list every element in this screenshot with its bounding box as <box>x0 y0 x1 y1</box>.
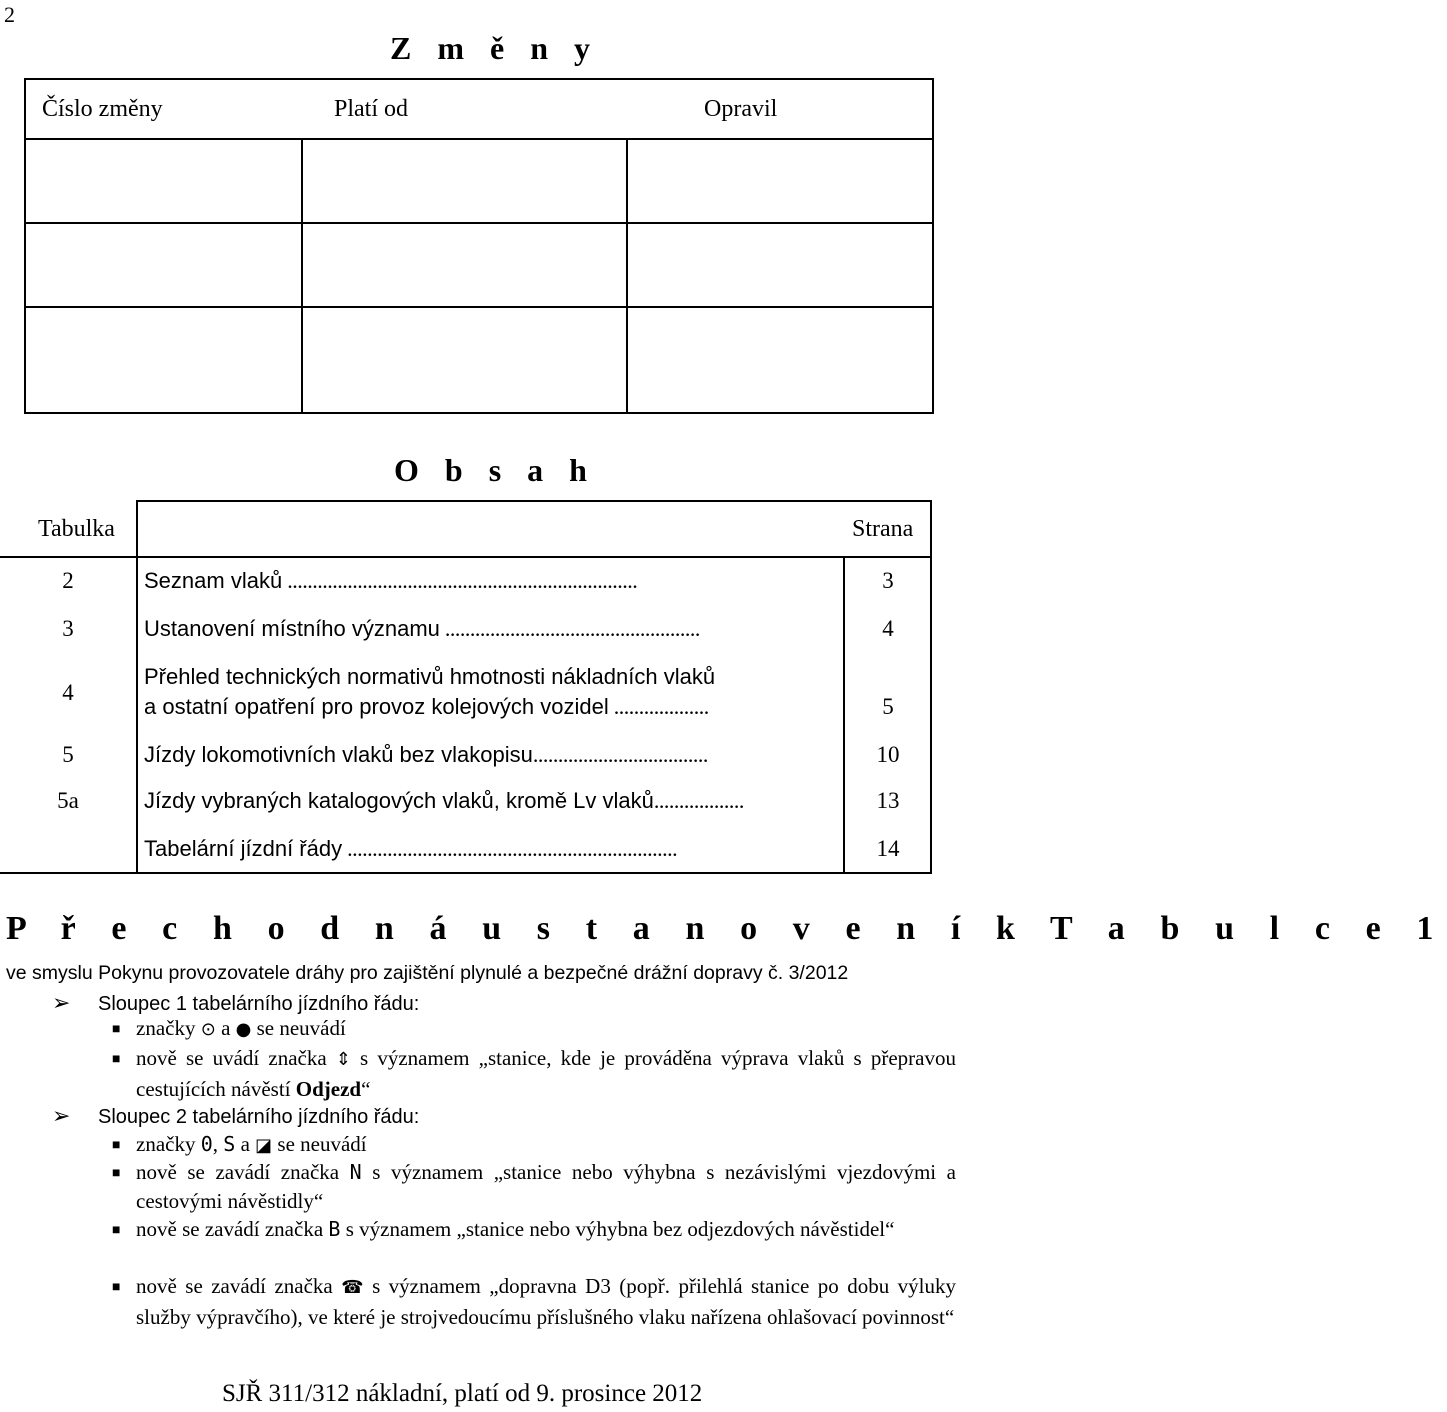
square-bullet-icon: ■ <box>112 1022 121 1037</box>
changes-title: Z m ě n y <box>390 30 599 66</box>
toc-number: 5a <box>57 788 79 813</box>
toc-text: a ostatní opatření pro provoz kolejových vozidel ................... <box>144 694 709 719</box>
table-rule <box>26 138 932 140</box>
contents-title: O b s a h <box>394 452 596 488</box>
list-item: značky 0, S a ◪ se neuvádí <box>136 1130 956 1161</box>
toc-text: Seznam vlaků ...................................................................... <box>144 568 638 593</box>
list-item: nově se uvádí značka ⇕ s významem „stanice, kde je prováděna výprava vlaků s přepravou cestujících návěstí Odjezd“ <box>136 1046 956 1101</box>
table-rule <box>136 558 138 872</box>
dotted-circle-icon: ⊙ <box>200 1019 216 1040</box>
toc-text: Jízdy vybraných katalogových vlaků, kromě Lv vlaků.................. <box>144 788 744 813</box>
list-item: nově se zavádí značka ☎ s významem „dopravna D3 (popř. přilehlá stanice po dobu výluky služby výpravčího), ve které je strojvedoucímu příslušného vlaku nařízena ohlašovací povinnost“ <box>136 1274 957 1329</box>
toc-page: 14 <box>876 836 900 861</box>
filled-circle-icon: ● <box>235 1019 252 1040</box>
toc-text: Ustanovení místního významu ................................................... <box>144 616 700 641</box>
table-rule <box>26 222 932 224</box>
toc-page: 5 <box>882 694 894 719</box>
table-rule <box>301 138 303 412</box>
toc-page: 3 <box>882 568 894 593</box>
transitional-subtitle: ve smyslu Pokynu provozovatele dráhy pro zajištění plynulé a bezpečné drážní dopravy č. 3/2012 <box>6 962 849 984</box>
col-valid-from: Platí od <box>334 96 409 122</box>
mark-n: N <box>349 1160 362 1184</box>
page-footer: SJŘ 311/312 nákladní, platí od 9. prosince 2012 <box>222 1380 703 1407</box>
toc-text: Tabelární jízdní řády .................................................................. <box>144 836 678 861</box>
square-bullet-icon: ■ <box>112 1052 121 1067</box>
mark-zero: 0 <box>200 1132 213 1156</box>
toc-text: Přehled technických normativů hmotnosti nákladních vlaků <box>144 664 716 689</box>
toc-page: 10 <box>876 742 900 767</box>
toc-number: 2 <box>62 568 74 593</box>
table-rule <box>843 558 845 872</box>
col-page: Strana <box>852 516 914 542</box>
toc-number: 3 <box>62 616 74 641</box>
list-item: značky ⊙ a ● se neuvádí <box>136 1014 956 1045</box>
col-corrected-by: Opravil <box>704 96 778 122</box>
toc-text: Jízdy lokomotivních vlaků bez vlakopisu................................... <box>144 742 708 767</box>
list-item: nově se zavádí značka B s významem „stanice nebo výhybna bez odjezdových návěstidel“ <box>136 1217 895 1241</box>
table-rule <box>626 138 628 412</box>
changes-table <box>24 78 934 414</box>
mark-b: B <box>328 1217 341 1241</box>
toc-page: 13 <box>876 788 900 813</box>
square-bullet-icon: ■ <box>112 1166 121 1181</box>
square-bullet-icon: ■ <box>112 1138 121 1153</box>
toc-number: 5 <box>62 742 74 767</box>
telephone-icon: ☎ <box>341 1277 364 1298</box>
column2-heading: ➢ Sloupec 2 tabelárního jízdního řádu: <box>52 1103 420 1128</box>
square-bullet-icon: ■ <box>112 1280 121 1295</box>
list-item: nově se zavádí značka N s významem „stanice nebo výhybna s nezávislými vjezdovými a cestovými návěstidly“ <box>136 1160 957 1213</box>
square-bullet-icon: ■ <box>112 1223 121 1238</box>
departure-signal-icon: ⇕ <box>335 1049 351 1070</box>
col-change-number: Číslo změny <box>42 96 163 122</box>
toc-number: 4 <box>62 680 74 705</box>
arrow-bullet-icon: ➢ <box>52 990 71 1015</box>
transitional-title: P ř e c h o d n á u s t a n o v e n í k T a b u l c e 1 <box>6 910 1447 947</box>
table-rule <box>26 306 932 308</box>
column1-heading: ➢ Sloupec 1 tabelárního jízdního řádu: <box>52 990 420 1015</box>
col-table: Tabulka <box>38 516 115 542</box>
arrow-bullet-icon: ➢ <box>52 1103 71 1128</box>
contents-header-frame <box>136 500 932 556</box>
half-filled-square-icon: ◪ <box>255 1135 273 1156</box>
toc-page: 4 <box>882 616 894 641</box>
mark-s: S <box>223 1132 236 1156</box>
page-number: 2 <box>4 2 15 27</box>
